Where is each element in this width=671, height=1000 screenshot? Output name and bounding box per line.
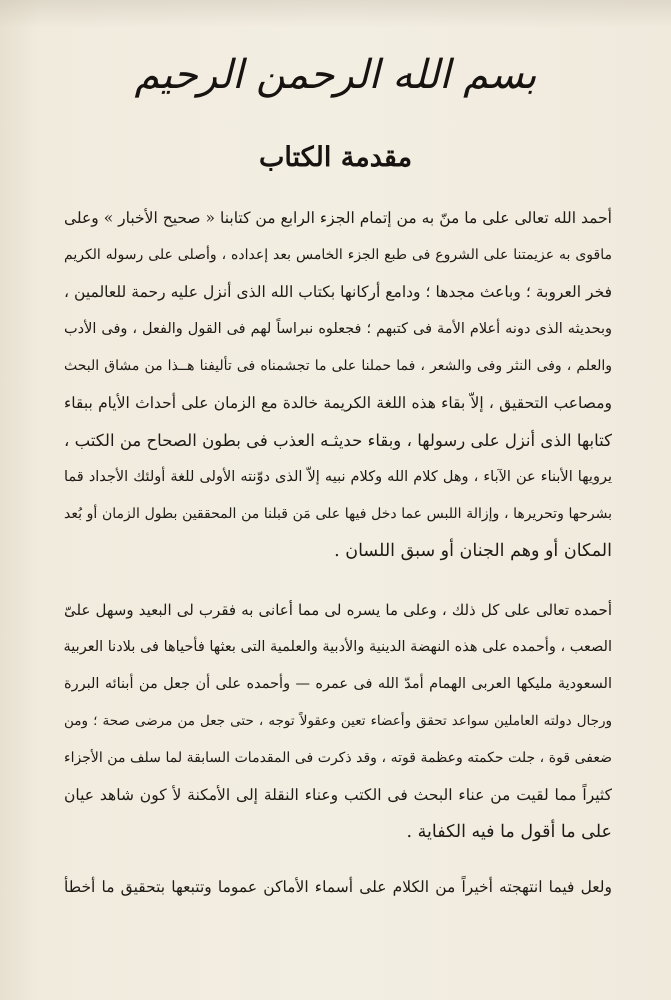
text-line: يرويها الأبناء عن الآباء ، وهل كلام الله وكلام نبيه إلاّ الذى دوّنته الأولى للغة أولئك الأجداد قما [64, 469, 612, 485]
text-line: ضعفى قوة ، جلت حكمته وعظمة قوته ، وقد ذكرت فى المقدمات السابقة لما سلف من الأجزاء [64, 750, 612, 766]
text-line: أحمده تعالى على كل ذلك ، وعلى ما يسره لى مما أعانى به فقرب لى البعيد وسهل علىّ [64, 601, 612, 619]
text-line: بشرحها وتحريرها ، وإزالة اللبس عما دخل فيها على مَن قبلنا من المحققين بطول الزمان أو بُعد [64, 506, 612, 522]
text-line: المكان أو وهم الجنان أو سبق اللسان . [334, 541, 612, 561]
paragraph-1 [64, 200, 612, 570]
page-edge-shadow [0, 0, 671, 28]
paragraph-3 [64, 869, 612, 906]
text-line: أحمد الله تعالى على ما منّ به من إتمام الجزء الرابع من كتابنا « صحيح الأخبار » وعلى [64, 209, 612, 227]
paragraph-gap [64, 851, 612, 869]
text-line: كتابها الذى أنزل على رسولها ، وبقاء حديثـه العذب فى بطون الصحاح من الكتب ، [64, 431, 612, 450]
page-heading: مقدمة الكتاب [258, 142, 413, 173]
paragraph-gap [64, 570, 612, 592]
text-line: على ما أقول ما فيه الكفاية . [406, 822, 612, 842]
text-line: والعلم ، وفى النثر وفى والشعر ، فما حملنا على ما تجشمناه فى تأليفنا هــذا من مشاق البحث [64, 358, 612, 374]
text-line: وبحديثه الذى دونه أعلام الأمة فى كتبهم ؛ فجعلوه نبراساً لهم فى القول والفعل ، وفى الأدب [64, 321, 612, 337]
text-line: ورجال دولته العاملين سواعد تحقق وأعضاء تعين وعقولاً توجه ، حتى جعل من مرضى صحة ؛ ومن [64, 713, 612, 729]
text-line: الصعب ، وأحمده على هذه النهضة الدينية والأدبية والعلمية التى بعثها فأحياها فى بلادنا العربية [63, 639, 612, 655]
text-line: ماقوى به عزيمتنا على الشروع فى طبع الجزء الخامس بعد إعداده ، وأصلى على رسوله الكريم [64, 247, 612, 263]
basmala-calligraphy: بسم الله الرحمن الرحيم [134, 52, 537, 98]
text-line: كثيراً مما لقيت من عناء البحث فى الكتب وعناء النقلة إلى الأمكنة لأ كون شاهد عيان [64, 786, 612, 804]
text-line: ومصاعب التحقيق ، إلاّ بقاء هذه اللغة الكريمة خالدة مع الزمان على أحداث الأيام ببقاء [64, 394, 612, 412]
body-text [64, 200, 612, 906]
text-line: فخر العروبة ؛ وباعث مجدها ؛ ودامع أركانها بكتاب الله الذى أنزل عليه رحمة للعالمين ، [64, 283, 612, 301]
text-line: ولعل فيما انتهجته أخيراً من الكلام على أسماء الأماكن عموما وتتبعها بتحقيق ما أخطأ [64, 878, 612, 896]
paragraph-2 [64, 592, 612, 851]
text-line: السعودية مليكها العربى الهمام أمدّ الله فى عمره — وأحمده على أن جعل من أبنائه البررة [64, 676, 612, 692]
